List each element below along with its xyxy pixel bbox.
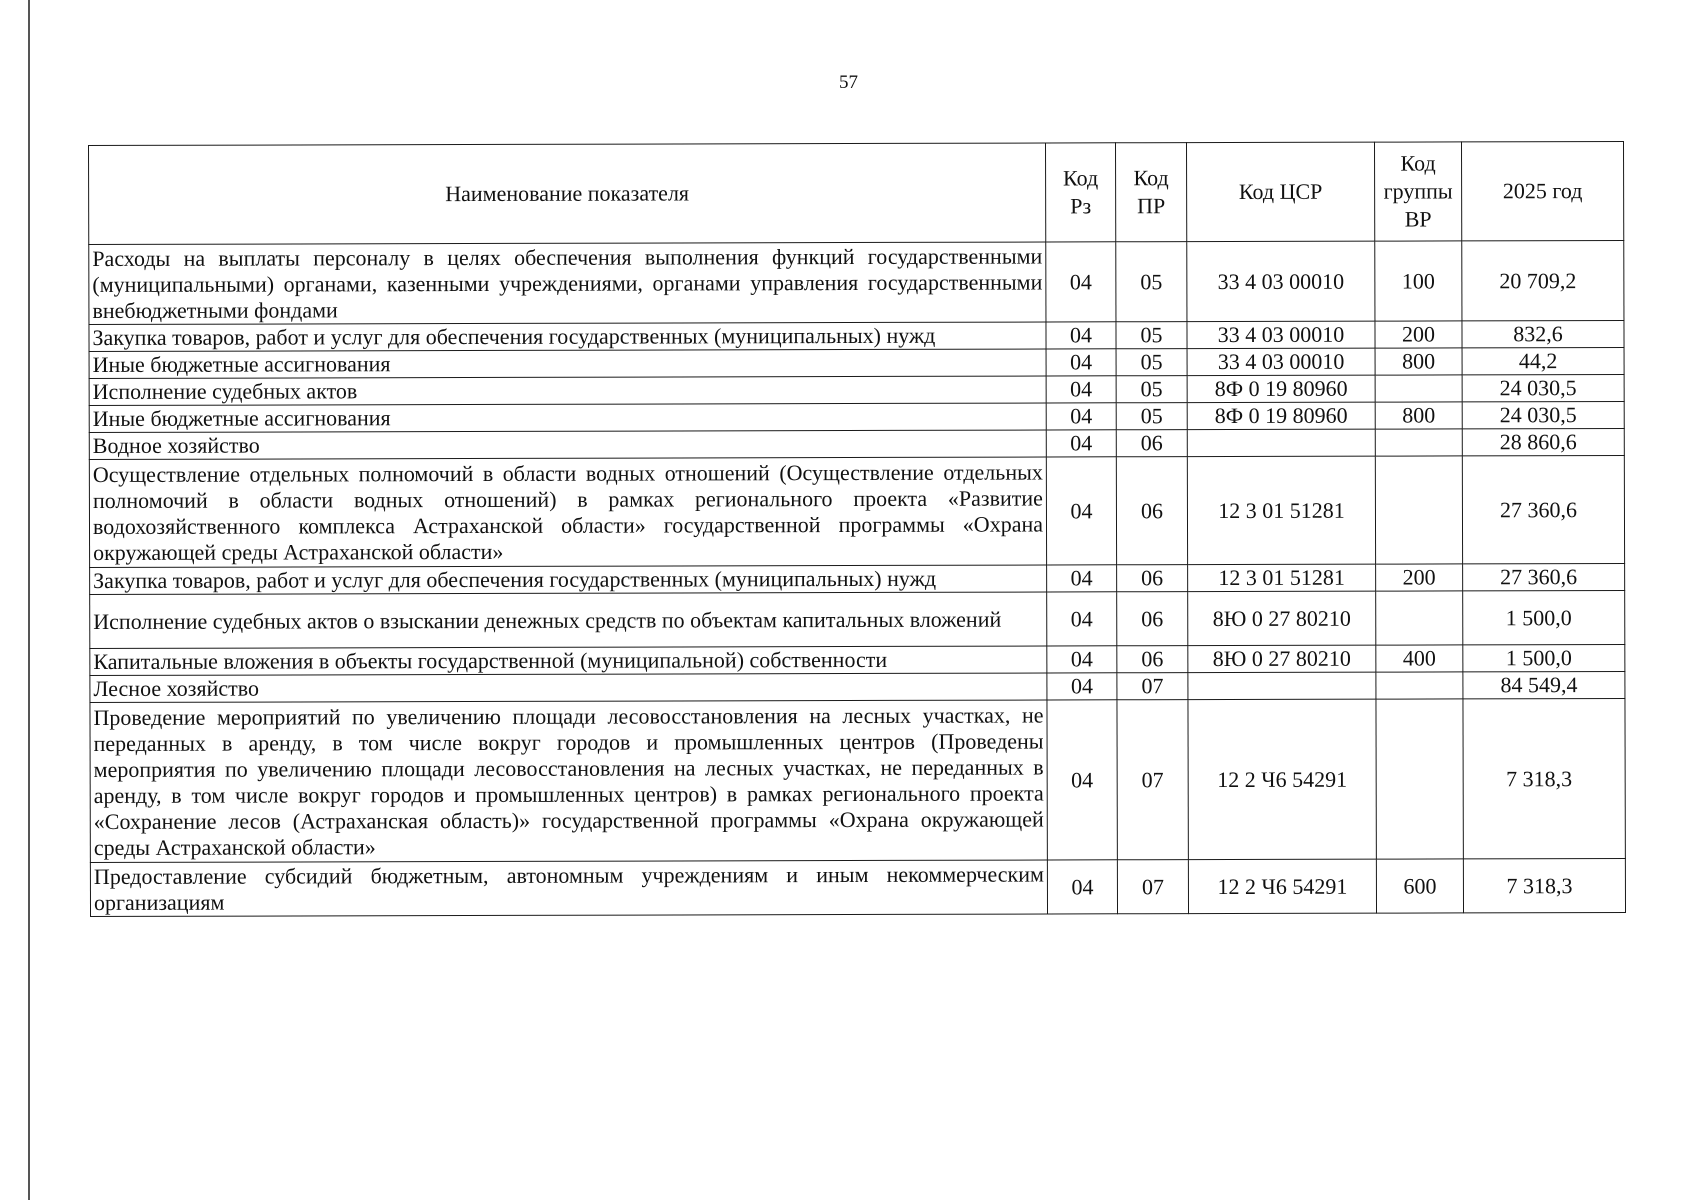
row-vr <box>1376 591 1463 645</box>
row-amount: 27 360,6 <box>1463 563 1625 590</box>
row-name: Капитальные вложения в объекты государственной (муниципальной) собственности <box>90 646 1047 676</box>
row-name: Исполнение судебных актов <box>89 376 1046 406</box>
row-name: Лесное хозяйство <box>90 673 1047 703</box>
row-csr: 33 4 03 00010 <box>1187 321 1375 348</box>
table-row <box>90 563 1625 594</box>
row-amount: 1 500,0 <box>1463 644 1625 671</box>
row-name: Осуществление отдельных полномочий в области водных отношений (Осуществление отдельных полномочий в области водных отношений) в рамках регионального проекта «Развитие водохозяйственного комплекса Астраханской области» государственной программы «Охрана окружающей среды Астраханской области» <box>89 457 1046 568</box>
row-amount: 27 360,6 <box>1462 455 1624 563</box>
row-rz: 04 <box>1047 592 1117 646</box>
row-pr: 06 <box>1116 430 1187 457</box>
row-amount: 7 318,3 <box>1463 858 1625 912</box>
row-rz: 04 <box>1047 860 1117 914</box>
row-pr: 05 <box>1116 242 1187 322</box>
table-row <box>90 858 1625 916</box>
table-row <box>89 428 1624 459</box>
row-pr: 06 <box>1117 646 1188 673</box>
row-rz: 04 <box>1047 700 1117 860</box>
row-vr <box>1376 699 1463 859</box>
row-rz: 04 <box>1046 430 1116 457</box>
budget-table-container <box>88 141 1626 917</box>
row-csr: 8Ю 0 27 80210 <box>1188 591 1376 645</box>
row-csr: 12 3 01 51281 <box>1188 564 1376 591</box>
row-rz: 04 <box>1046 403 1116 430</box>
budget-table <box>88 141 1626 917</box>
row-rz: 04 <box>1047 673 1117 700</box>
row-csr: 8Ф 0 19 80960 <box>1187 375 1375 402</box>
row-name: Иные бюджетные ассигнования <box>89 349 1046 379</box>
header-rz: Код Рз <box>1045 143 1115 242</box>
row-pr: 07 <box>1117 673 1188 700</box>
row-vr: 800 <box>1375 402 1462 429</box>
row-name: Закупка товаров, работ и услуг для обеспечения государственных (муниципальных) нужд <box>89 322 1046 352</box>
row-vr: 200 <box>1375 321 1462 348</box>
row-pr: 07 <box>1117 860 1188 914</box>
row-name: Исполнение судебных актов о взыскании денежных средств по объектам капитальных вложений <box>90 592 1047 649</box>
row-pr: 06 <box>1117 592 1188 646</box>
table-header-row <box>89 141 1624 244</box>
row-rz: 04 <box>1046 349 1116 376</box>
row-pr: 05 <box>1116 322 1187 349</box>
header-csr: Код ЦСР <box>1186 142 1374 241</box>
row-rz: 04 <box>1046 457 1116 565</box>
table-row <box>90 698 1625 862</box>
table-row <box>89 240 1624 324</box>
row-pr: 05 <box>1116 349 1187 376</box>
row-pr: 06 <box>1116 457 1187 565</box>
row-name: Закупка товаров, работ и услуг для обеспечения государственных (муниципальных) нужд <box>90 565 1047 595</box>
row-rz: 04 <box>1046 376 1116 403</box>
row-name: Расходы на выплаты персоналу в целях обеспечения выполнения функций государственными (муниципальными) органами, казенными учреждениями, органами управления государственными внебюджетными фондами <box>89 242 1046 325</box>
row-vr: 200 <box>1376 564 1463 591</box>
row-rz: 04 <box>1046 242 1116 322</box>
row-vr <box>1375 456 1462 564</box>
table-row <box>89 401 1624 432</box>
row-csr <box>1187 429 1375 456</box>
row-pr: 07 <box>1117 700 1188 860</box>
table-row <box>90 644 1625 675</box>
row-csr: 12 2 Ч6 54291 <box>1188 699 1376 859</box>
row-pr: 05 <box>1116 403 1187 430</box>
row-rz: 04 <box>1047 646 1117 673</box>
header-name: Наименование показателя <box>89 143 1046 245</box>
header-year: 2025 год <box>1461 141 1623 240</box>
row-vr: 600 <box>1376 859 1463 913</box>
row-amount: 20 709,2 <box>1462 240 1624 320</box>
row-rz: 04 <box>1046 322 1116 349</box>
row-pr: 05 <box>1116 376 1187 403</box>
row-csr: 12 3 01 51281 <box>1187 456 1375 564</box>
row-amount: 7 318,3 <box>1463 698 1625 858</box>
row-name: Водное хозяйство <box>89 430 1046 460</box>
row-csr: 12 2 Ч6 54291 <box>1188 859 1376 913</box>
row-name: Предоставление субсидий бюджетным, автономным учреждениям и иным некоммерческим организациям <box>90 860 1047 917</box>
row-csr <box>1188 672 1376 699</box>
row-amount: 24 030,5 <box>1462 401 1624 428</box>
row-amount: 24 030,5 <box>1462 374 1624 401</box>
row-amount: 1 500,0 <box>1463 590 1625 644</box>
page-number: 57 <box>839 72 858 93</box>
row-pr: 06 <box>1117 565 1188 592</box>
row-amount: 44,2 <box>1462 347 1624 374</box>
row-amount: 28 860,6 <box>1462 428 1624 455</box>
row-amount: 832,6 <box>1462 320 1624 347</box>
row-csr: 8Ф 0 19 80960 <box>1187 402 1375 429</box>
header-vr: Код группы ВР <box>1374 142 1461 241</box>
table-row <box>89 320 1624 351</box>
row-name: Проведение мероприятий по увеличению площади лесовосстановления на лесных участках, не переданных в аренду, в том числе вокруг городов и промышленных центров (Проведены мероприятия по увеличению площади лесовосстановления на лесных участках, не переданных в аренду, в том числе вокруг городов и промышленных центров) в рамках регионального проекта «Сохранение лесов (Астраханская область)» государственной программы «Охрана окружающей среды Астраханской области» <box>90 700 1047 863</box>
table-row <box>89 347 1624 378</box>
table-row <box>90 671 1625 702</box>
row-vr <box>1375 429 1462 456</box>
table-row <box>89 374 1624 405</box>
row-vr: 100 <box>1375 241 1462 321</box>
row-vr <box>1376 672 1463 699</box>
row-rz: 04 <box>1047 565 1117 592</box>
table-row <box>90 590 1625 648</box>
binding-edge-line <box>28 0 30 1200</box>
table-row <box>89 455 1624 567</box>
row-csr: 33 4 03 00010 <box>1187 348 1375 375</box>
row-vr <box>1375 375 1462 402</box>
row-vr: 400 <box>1376 645 1463 672</box>
row-csr: 33 4 03 00010 <box>1187 241 1375 321</box>
header-pr: Код ПР <box>1115 143 1186 242</box>
row-vr: 800 <box>1375 348 1462 375</box>
row-csr: 8Ю 0 27 80210 <box>1188 645 1376 672</box>
row-amount: 84 549,4 <box>1463 671 1625 698</box>
row-name: Иные бюджетные ассигнования <box>89 403 1046 433</box>
